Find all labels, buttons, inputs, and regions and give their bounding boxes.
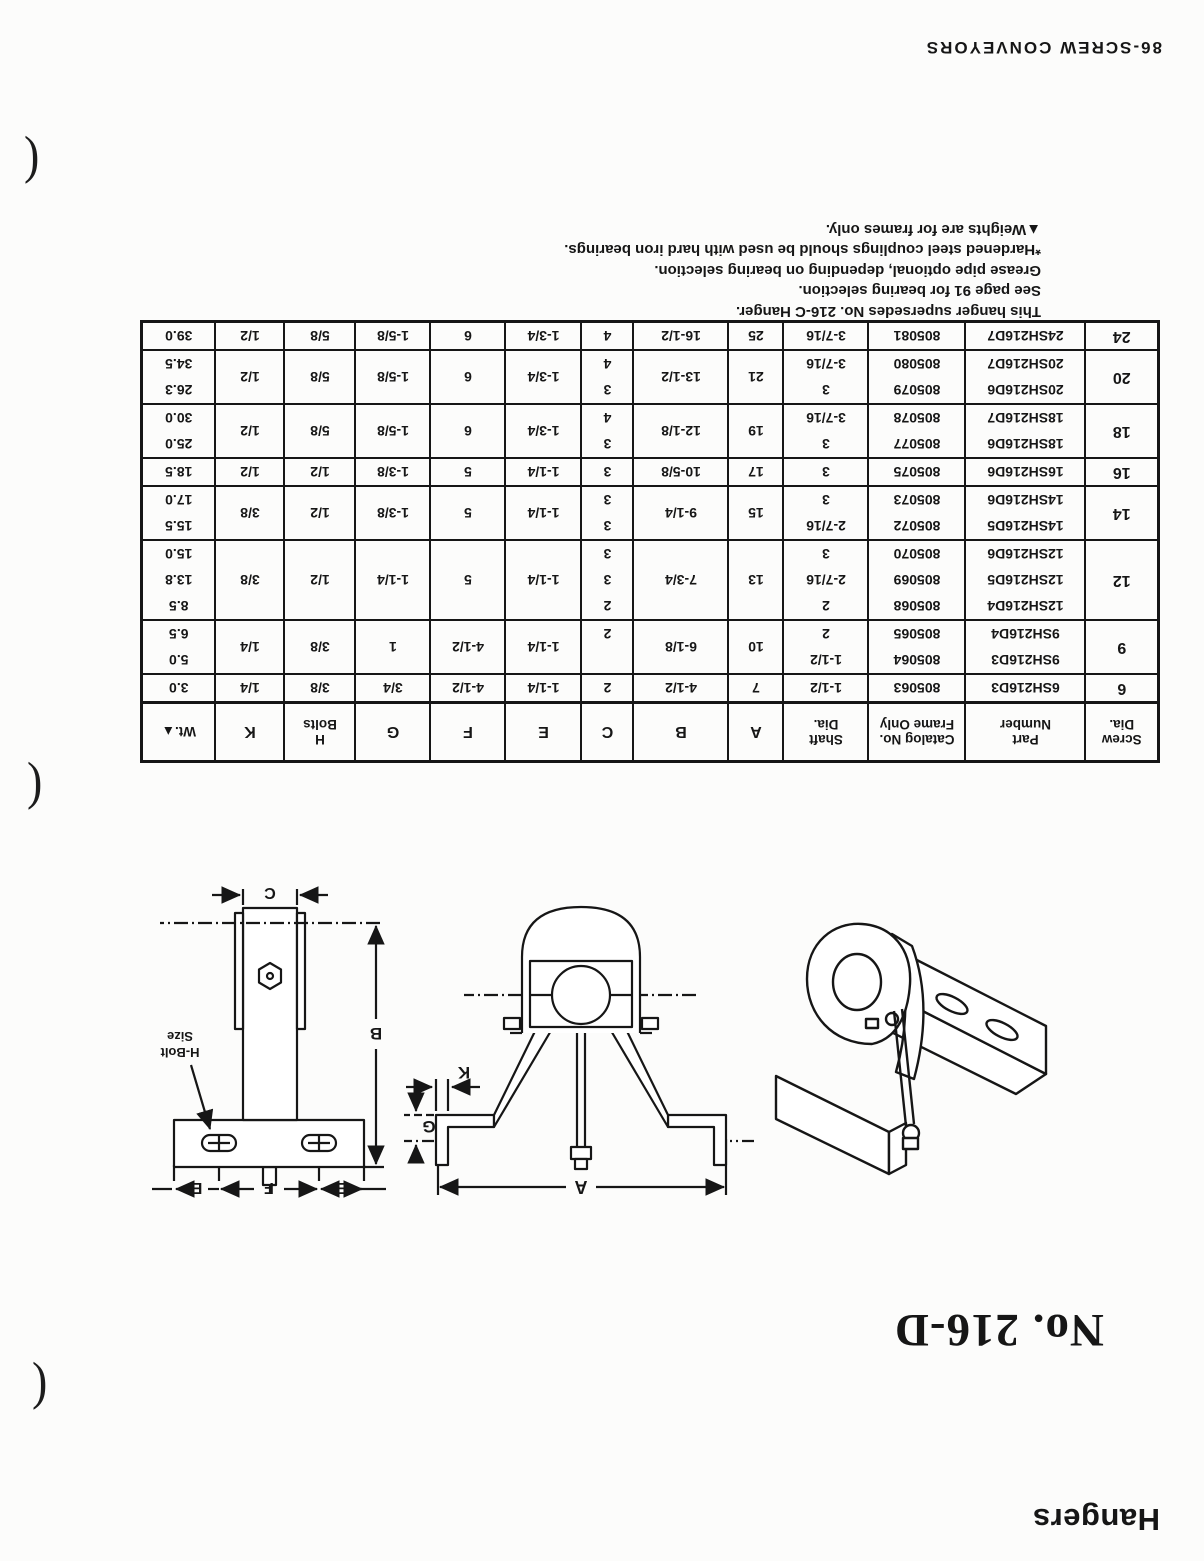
cell-part-number: 16SH216D6 [966,458,1086,486]
cell-k: 1/2 [216,350,285,404]
cell-b: 9-1/4 [634,486,729,540]
cell-shaft-dia: 2 [784,620,869,647]
cell-shaft-dia: 3-7/16 [784,404,869,431]
cell-f: 6 [431,350,506,404]
cell-g: 1-1/4 [356,540,431,620]
cell-screw-dia: 12 [1086,540,1159,620]
cell-part-number: 12SH216D5 [966,567,1086,593]
cell-k: 3/8 [216,540,285,620]
page-title: Hangers [1032,1502,1160,1537]
col-header-part-number: Part Number [966,703,1086,762]
cell-part-number: 20SH216D6 [966,377,1086,404]
cell-b: 13-1/2 [634,350,729,404]
dim-label-c: C [264,884,276,901]
cell-part-number: 12SH216D6 [966,540,1086,567]
cell-shaft-dia: 2-7/16 [784,513,869,540]
cell-b: 16-1/2 [634,322,729,351]
cell-wt: 39.0 [142,322,216,351]
cell-e: 1-1/4 [506,486,582,540]
cell-h: 3/8 [285,674,356,703]
table-row [142,674,1159,703]
perspective-view-diagram [764,901,1064,1196]
footnote-line: ▲Weights are for frames only. [825,221,1041,238]
dim-label-g: G [422,1117,436,1136]
col-header-c: C [582,703,634,762]
cell-part-number: 18SH216D7 [966,404,1086,431]
h-bolt-size-label: Size [166,1029,194,1044]
col-header-shaft-dia: Shaft Dia. [784,703,869,762]
cell-wt: 34.5 [142,350,216,377]
cell-f: 4-1/2 [431,674,506,703]
cell-part-number: 18SH216D6 [966,431,1086,458]
cell-catalog-no: 805078 [869,404,966,431]
dim-label-e2: E [191,1179,203,1196]
cell-shaft-dia: 3 [784,458,869,486]
cell-c: 4 [582,404,634,431]
table-row [142,322,1159,351]
cell-c: 3 [582,431,634,458]
cell-e: 1-3/4 [506,350,582,404]
cell-catalog-no: 805081 [869,322,966,351]
table-row [142,458,1159,486]
cell-screw-dia: 20 [1086,350,1159,404]
cell-g: 3/4 [356,674,431,703]
cell-shaft-dia: 3 [784,486,869,513]
cell-wt: 15.5 [142,513,216,540]
model-number-title: No. 216-D [893,1304,1104,1356]
cell-g: 1-3/8 [356,458,431,486]
cell-c: 3 [582,458,634,486]
cell-wt: 6.5 [142,620,216,647]
cell-h: 1/2 [285,540,356,620]
cell-wt: 15.0 [142,540,216,567]
cell-a: 15 [729,486,784,540]
cell-catalog-no: 805077 [869,431,966,458]
cell-c: 3 [582,486,634,513]
footnotes [564,219,1041,322]
cell-part-number: 9SH216D3 [966,647,1086,674]
cell-h: 5/8 [285,350,356,404]
cell-k: 1/2 [216,322,285,351]
dim-label-b: B [369,1024,383,1043]
cell-c: 2 [582,674,634,703]
col-header-screw-dia: Screw Dia. [1086,703,1159,762]
cell-g: 1-5/8 [356,404,431,458]
cell-c: 2 [582,593,634,620]
footnote-line: This hanger supersedes No. 216-C Hanger. [735,303,1041,320]
cell-k: 1/4 [216,674,285,703]
cell-wt: 13.8 [142,567,216,593]
cell-c: 4 [582,322,634,351]
cell-a: 13 [729,540,784,620]
cell-part-number: 6SH216D3 [966,674,1086,703]
cell-catalog-no: 805080 [869,350,966,377]
cell-catalog-no: 805063 [869,674,966,703]
col-header-wt: Wt.▲ [142,703,216,762]
row-group-screw-6 [142,674,1159,703]
col-header-h-bolts: H Bolts [285,703,356,762]
cell-catalog-no: 805069 [869,567,966,593]
table-row [142,593,1159,620]
side-view-diagram [144,876,396,1211]
cell-a: 10 [729,620,784,674]
cell-a: 17 [729,458,784,486]
cell-a: 19 [729,404,784,458]
cell-catalog-no: 805068 [869,593,966,620]
cell-g: 1-5/8 [356,322,431,351]
cell-a: 21 [729,350,784,404]
cell-h: 5/8 [285,404,356,458]
dim-label-e: E [336,1179,348,1196]
cell-f: 5 [431,540,506,620]
cell-e: 1-1/4 [506,458,582,486]
hanger-spec-table [140,320,1160,763]
cell-part-number: 12SH216D4 [966,593,1086,620]
cell-screw-dia: 18 [1086,404,1159,458]
cell-wt: 26.3 [142,377,216,404]
cell-h: 3/8 [285,620,356,674]
cell-catalog-no: 805070 [869,540,966,567]
footnote-line: See page 91 for bearing selection. [798,282,1041,300]
col-header-f: F [431,703,506,762]
cell-h: 1/2 [285,458,356,486]
cell-f: 4-1/2 [431,620,506,674]
footnote-line: Grease pipe optional, depending on bearing selection. [654,262,1041,279]
cell-h: 5/8 [285,322,356,351]
cell-c: 3 [582,567,634,593]
cell-catalog-no: 805064 [869,647,966,674]
table-row [142,647,1159,674]
col-header-a: A [729,703,784,762]
cell-e: 1-1/4 [506,674,582,703]
cell-a: 25 [729,322,784,351]
cell-e: 1-1/4 [506,540,582,620]
col-header-b: B [634,703,729,762]
cell-wt: 5.0 [142,647,216,674]
cell-f: 6 [431,404,506,458]
row-group-screw-9 [142,620,1159,674]
cell-c: 4 [582,350,634,377]
cell-shaft-dia: 3 [784,431,869,458]
cell-h: 1/2 [285,486,356,540]
cell-catalog-no: 805073 [869,486,966,513]
cell-shaft-dia: 3 [784,540,869,567]
cell-c: 3 [582,513,634,540]
cell-k: 1/2 [216,458,285,486]
cell-screw-dia: 14 [1086,486,1159,540]
table-row [142,513,1159,540]
col-header-catalog-no: Catalog No. Frame Only [869,703,966,762]
dim-label-f: F [264,1179,274,1196]
cell-screw-dia: 24 [1086,322,1159,351]
cell-shaft-dia: 3 [784,377,869,404]
cell-catalog-no: 805075 [869,458,966,486]
cell-b: 10-5/8 [634,458,729,486]
cell-shaft-dia: 2-7/16 [784,567,869,593]
row-group-screw-24 [142,322,1159,351]
cell-wt: 25.0 [142,431,216,458]
dim-label-k: K [457,1063,471,1082]
cell-e: 1-3/4 [506,322,582,351]
cell-e: 1-1/4 [506,620,582,674]
cell-wt: 17.0 [142,486,216,513]
cell-catalog-no: 805079 [869,377,966,404]
cell-c: 3 [582,540,634,567]
cell-screw-dia: 9 [1086,620,1159,674]
row-group-screw-20 [142,350,1159,404]
cell-g: 1 [356,620,431,674]
cell-b: 4-1/2 [634,674,729,703]
table-row [142,377,1159,404]
cell-part-number: 9SH216D4 [966,620,1086,647]
cell-c: 2 [582,620,634,647]
cell-catalog-no: 805072 [869,513,966,540]
col-header-e: E [506,703,582,762]
row-group-screw-18 [142,404,1159,458]
table-header-row [142,703,1159,762]
table-row [142,431,1159,458]
row-group-screw-16 [142,458,1159,486]
cell-k: 3/8 [216,486,285,540]
row-group-screw-12 [142,540,1159,620]
page-footer: 86-SCREW CONVEYORS [924,38,1162,57]
cell-wt: 18.5 [142,458,216,486]
cell-part-number: 14SH216D6 [966,486,1086,513]
cell-b: 12-1/8 [634,404,729,458]
cell-k: 1/4 [216,620,285,674]
cell-k: 1/2 [216,404,285,458]
cell-a: 7 [729,674,784,703]
col-header-g: G [356,703,431,762]
dim-label-a: A [574,1177,588,1197]
cell-catalog-no: 805065 [869,620,966,647]
cell-wt: 8.5 [142,593,216,620]
footnote-line: *Hardened steel couplings should be used with hard iron bearings. [564,241,1041,259]
cell-shaft-dia: 2 [784,593,869,620]
cell-shaft-dia: 1-1/2 [784,647,869,674]
cell-f: 5 [431,486,506,540]
cell-f: 5 [431,458,506,486]
cell-e: 1-3/4 [506,404,582,458]
binding-mark: ) [32,1351,48,1410]
cell-screw-dia: 16 [1086,458,1159,486]
cell-shaft-dia: 1-1/2 [784,674,869,703]
cell-g: 1-5/8 [356,350,431,404]
cell-part-number: 14SH216D5 [966,513,1086,540]
col-header-k: K [216,703,285,762]
cell-c: 3 [582,377,634,404]
binding-mark: ) [24,125,40,184]
cell-f: 6 [431,322,506,351]
cell-g: 1-3/8 [356,486,431,540]
cell-shaft-dia: 3-7/16 [784,350,869,377]
cell-wt: 3.0 [142,674,216,703]
binding-mark: ) [27,751,43,810]
h-bolt-size-label: H-Bolt [160,1045,200,1060]
cell-b: 7-3/4 [634,540,729,620]
cell-screw-dia: 6 [1086,674,1159,703]
cell-shaft-dia: 3-7/16 [784,322,869,351]
cell-wt: 30.0 [142,404,216,431]
cell-part-number: 24SH216D7 [966,322,1086,351]
cell-c [582,647,634,674]
row-group-screw-14 [142,486,1159,540]
cell-part-number: 20SH216D7 [966,350,1086,377]
front-view-diagram [400,887,756,1209]
cell-b: 6-1/8 [634,620,729,674]
